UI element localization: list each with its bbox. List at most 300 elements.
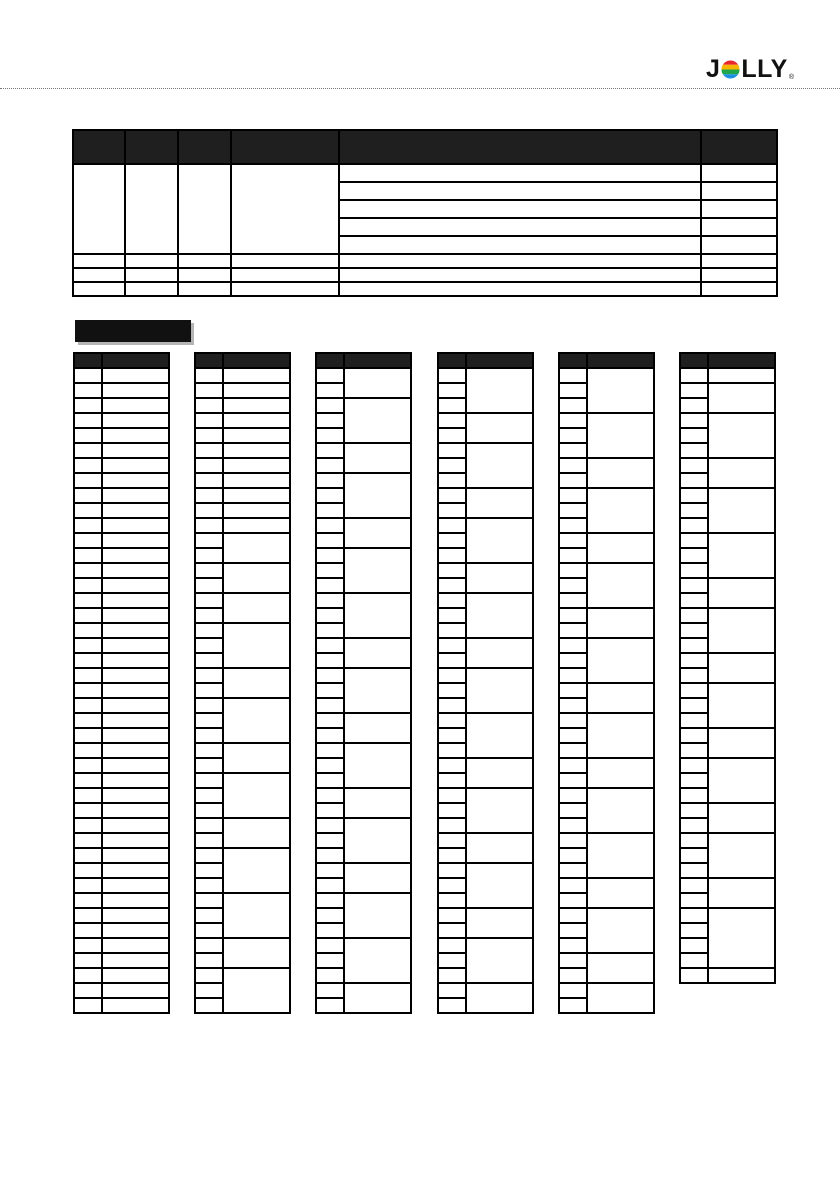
grid-row: [74, 533, 169, 548]
grid-cell-number: [316, 608, 344, 623]
grid-row: [438, 443, 533, 458]
grid-cell-number: [195, 533, 223, 548]
grid-cell-number: [316, 908, 344, 923]
grid-cell-number: [74, 668, 102, 683]
grid-cell-number: [316, 623, 344, 638]
grid-cell-number: [195, 668, 223, 683]
top-table-cell: [125, 282, 178, 296]
grid-cell-number: [74, 458, 102, 473]
grid-cell-number: [316, 473, 344, 488]
top-table-cell: [231, 164, 339, 254]
grid-cell-value: [708, 608, 775, 653]
grid-header-number: [316, 353, 344, 368]
grid-cell-value: [102, 503, 169, 518]
code-grid-5: [558, 352, 655, 1014]
grid-row: [559, 788, 654, 803]
grid-cell-number: [316, 578, 344, 593]
grid-cell-number: [74, 923, 102, 938]
grid-cell-number: [559, 413, 587, 428]
grid-cell-number: [559, 773, 587, 788]
grid-cell-number: [74, 608, 102, 623]
grid-cell-value: [102, 563, 169, 578]
grid-cell-value: [344, 638, 411, 668]
grid-row: [680, 908, 775, 923]
top-table-cell: [701, 182, 777, 200]
grid-row: [559, 908, 654, 923]
grid-cell-number: [195, 788, 223, 803]
grid-cell-number: [195, 773, 223, 788]
grid-row: [74, 818, 169, 833]
grid-cell-number: [195, 488, 223, 503]
grid-cell-value: [223, 743, 290, 773]
grid-cell-number: [559, 608, 587, 623]
grid-row: [195, 818, 290, 833]
grid-cell-number: [74, 848, 102, 863]
grid-cell-value: [102, 473, 169, 488]
grid-cell-number: [195, 683, 223, 698]
grid-cell-number: [438, 818, 466, 833]
grid-cell-value: [708, 803, 775, 833]
grid-cell-value: [102, 878, 169, 893]
grid-cell-value: [708, 368, 775, 383]
grid-cell-number: [438, 368, 466, 383]
grid-row: [559, 983, 654, 998]
grid-cell-number: [316, 488, 344, 503]
grid-cell-number: [74, 533, 102, 548]
grid-cell-number: [74, 788, 102, 803]
grid-row: [316, 893, 411, 908]
grid-cell-number: [195, 458, 223, 473]
grid-cell-number: [74, 488, 102, 503]
grid-cell-number: [74, 473, 102, 488]
grid-cell-number: [195, 398, 223, 413]
top-table-cell: [178, 254, 231, 268]
top-table-cell: [125, 268, 178, 282]
grid-cell-value: [587, 713, 654, 758]
grid-cell-value: [102, 713, 169, 728]
grid-cell-number: [559, 668, 587, 683]
top-table-cell: [701, 200, 777, 218]
grid-cell-number: [438, 578, 466, 593]
grid-cell-number: [316, 428, 344, 443]
grid-header-row: [74, 353, 169, 368]
grid-row: [316, 938, 411, 953]
top-table-cell: [73, 282, 125, 296]
grid-cell-number: [438, 443, 466, 458]
grid-cell-number: [195, 518, 223, 533]
grid-cell-value: [223, 968, 290, 1013]
grid-cell-value: [223, 458, 290, 473]
grid-cell-value: [223, 563, 290, 593]
grid-cell-value: [102, 518, 169, 533]
grid-cell-number: [680, 743, 708, 758]
grid-cell-number: [680, 503, 708, 518]
grid-cell-value: [102, 443, 169, 458]
grid-cell-value: [223, 593, 290, 623]
grid-cell-value: [587, 833, 654, 878]
grid-cell-number: [316, 893, 344, 908]
grid-header-value: [466, 353, 533, 368]
grid-cell-value: [344, 893, 411, 938]
grid-header-number: [195, 353, 223, 368]
grid-cell-number: [316, 593, 344, 608]
grid-cell-value: [102, 623, 169, 638]
jolly-logo: [706, 52, 794, 82]
grid-row: [438, 863, 533, 878]
grid-cell-number: [680, 758, 708, 773]
grid-row: [316, 548, 411, 563]
grid-cell-value: [466, 788, 533, 833]
grid-row: [680, 413, 775, 428]
grid-cell-number: [438, 743, 466, 758]
grid-cell-number: [74, 398, 102, 413]
grid-row: [195, 413, 290, 428]
grid-cell-number: [438, 968, 466, 983]
grid-row: [74, 518, 169, 533]
grid-cell-value: [708, 908, 775, 968]
code-grid-2: [194, 352, 291, 1014]
grid-cell-number: [559, 503, 587, 518]
grid-row: [195, 968, 290, 983]
grid-cell-number: [74, 563, 102, 578]
grid-cell-number: [316, 833, 344, 848]
top-table-cell: [701, 254, 777, 268]
grid-cell-number: [316, 788, 344, 803]
grid-cell-value: [344, 713, 411, 743]
grid-row: [559, 368, 654, 383]
top-table-cell: [701, 164, 777, 182]
grid-cell-number: [74, 623, 102, 638]
grid-cell-number: [316, 668, 344, 683]
grid-row: [316, 638, 411, 653]
grid-cell-number: [559, 878, 587, 893]
grid-cell-number: [74, 368, 102, 383]
grid-cell-number: [438, 698, 466, 713]
grid-cell-number: [316, 443, 344, 458]
grid-cell-number: [438, 998, 466, 1013]
grid-cell-number: [195, 893, 223, 908]
top-table-cell: [73, 164, 125, 254]
grid-header-row: [316, 353, 411, 368]
grid-cell-number: [316, 368, 344, 383]
grid-cell-value: [466, 908, 533, 938]
grid-header-value: [587, 353, 654, 368]
grid-cell-number: [195, 608, 223, 623]
grid-cell-number: [438, 383, 466, 398]
grid-row: [74, 743, 169, 758]
grid-row: [316, 518, 411, 533]
top-table-row: [73, 164, 777, 182]
grid-cell-value: [223, 383, 290, 398]
grid-cell-value: [587, 908, 654, 953]
top-table-cell: [701, 218, 777, 236]
grid-row: [195, 503, 290, 518]
grid-cell-number: [559, 998, 587, 1013]
grid-cell-number: [559, 863, 587, 878]
top-table-cell: [339, 236, 701, 254]
grid-row: [74, 953, 169, 968]
grid-cell-value: [102, 578, 169, 593]
grid-cell-value: [587, 533, 654, 563]
grid-cell-number: [559, 593, 587, 608]
grid-cell-number: [559, 938, 587, 953]
grid-row: [74, 443, 169, 458]
grid-cell-number: [74, 863, 102, 878]
grid-row: [316, 368, 411, 383]
grid-cell-value: [102, 428, 169, 443]
grid-cell-number: [438, 893, 466, 908]
grid-cell-value: [344, 983, 411, 1013]
grid-cell-number: [438, 773, 466, 788]
grid-header-value: [344, 353, 411, 368]
grid-cell-number: [74, 443, 102, 458]
grid-cell-number: [559, 398, 587, 413]
grid-cell-number: [195, 968, 223, 983]
grid-cell-number: [680, 923, 708, 938]
top-table-row: [73, 268, 777, 282]
grid-cell-number: [195, 383, 223, 398]
grid-row: [74, 398, 169, 413]
grid-row: [438, 713, 533, 728]
grid-cell-number: [559, 728, 587, 743]
grid-row: [680, 458, 775, 473]
grid-row: [559, 833, 654, 848]
grid-cell-number: [316, 563, 344, 578]
grid-row: [438, 938, 533, 953]
grid-cell-value: [102, 398, 169, 413]
grid-cell-number: [74, 908, 102, 923]
grid-cell-number: [195, 443, 223, 458]
grid-cell-number: [195, 548, 223, 563]
grid-row: [316, 443, 411, 458]
grid-header-row: [680, 353, 775, 368]
grid-row: [74, 473, 169, 488]
grid-cell-number: [438, 803, 466, 818]
grid-cell-value: [102, 533, 169, 548]
grid-cell-value: [708, 413, 775, 458]
grid-row: [195, 668, 290, 683]
grid-cell-value: [344, 548, 411, 593]
grid-row: [195, 368, 290, 383]
grid-cell-value: [223, 893, 290, 938]
grid-cell-value: [344, 518, 411, 548]
grid-cell-number: [680, 458, 708, 473]
grid-header-number: [74, 353, 102, 368]
grid-cell-value: [344, 788, 411, 818]
grid-row: [74, 863, 169, 878]
grid-row: [195, 383, 290, 398]
grid-row: [438, 518, 533, 533]
grid-row: [316, 713, 411, 728]
grid-cell-value: [223, 668, 290, 698]
top-table-cell: [339, 268, 701, 282]
grid-cell-value: [466, 443, 533, 488]
grid-cell-number: [438, 488, 466, 503]
grid-cell-value: [102, 413, 169, 428]
grid-cell-number: [195, 428, 223, 443]
grid-row: [195, 428, 290, 443]
grid-row: [195, 473, 290, 488]
grid-cell-number: [438, 473, 466, 488]
grid-cell-number: [438, 653, 466, 668]
grid-cell-number: [559, 758, 587, 773]
grid-cell-number: [680, 548, 708, 563]
grid-cell-number: [438, 713, 466, 728]
grid-cell-number: [74, 893, 102, 908]
grid-row: [559, 533, 654, 548]
grid-cell-number: [74, 713, 102, 728]
grid-cell-value: [466, 713, 533, 758]
grid-cell-value: [102, 968, 169, 983]
grid-cell-value: [466, 638, 533, 668]
grid-cell-value: [102, 608, 169, 623]
grid-cell-value: [466, 563, 533, 593]
grid-cell-number: [195, 653, 223, 668]
grid-cell-number: [438, 878, 466, 893]
grid-cell-number: [680, 593, 708, 608]
grid-cell-number: [680, 833, 708, 848]
section-title-tab: [75, 320, 191, 342]
grid-cell-number: [195, 638, 223, 653]
grid-cell-value: [102, 923, 169, 938]
grid-cell-value: [102, 368, 169, 383]
top-header-cell-5: [339, 130, 701, 164]
grid-cell-number: [680, 608, 708, 623]
grid-cell-number: [559, 893, 587, 908]
grid-cell-value: [708, 758, 775, 803]
grid-row: [74, 458, 169, 473]
grid-row: [680, 578, 775, 593]
grid-cell-number: [680, 623, 708, 638]
grid-row: [316, 788, 411, 803]
grid-cell-number: [559, 428, 587, 443]
grid-row: [316, 668, 411, 683]
grid-row: [74, 698, 169, 713]
grid-cell-value: [102, 383, 169, 398]
grid-header-row: [438, 353, 533, 368]
grid-cell-value: [102, 683, 169, 698]
grid-cell-number: [195, 923, 223, 938]
grid-header-value: [708, 353, 775, 368]
grid-cell-number: [316, 713, 344, 728]
grid-cell-value: [466, 758, 533, 788]
top-table-row: [73, 282, 777, 296]
grid-cell-number: [316, 518, 344, 533]
grid-cell-number: [74, 383, 102, 398]
code-grid-1: [73, 352, 170, 1014]
grid-row: [74, 578, 169, 593]
grid-cell-number: [438, 638, 466, 653]
grid-cell-value: [102, 908, 169, 923]
grid-cell-value: [708, 683, 775, 728]
grid-row: [195, 848, 290, 863]
grid-cell-number: [316, 503, 344, 518]
grid-cell-number: [559, 653, 587, 668]
grid-cell-number: [559, 713, 587, 728]
grid-row: [74, 368, 169, 383]
grid-row: [195, 443, 290, 458]
top-header-cell-3: [178, 130, 231, 164]
grid-cell-value: [223, 443, 290, 458]
grid-cell-number: [316, 758, 344, 773]
grid-cell-number: [680, 803, 708, 818]
grid-cell-number: [438, 548, 466, 563]
grid-cell-value: [102, 953, 169, 968]
grid-row: [680, 878, 775, 893]
grid-row: [316, 473, 411, 488]
top-table-cell: [701, 282, 777, 296]
grid-row: [559, 638, 654, 653]
grid-cell-number: [195, 578, 223, 593]
grid-cell-number: [195, 878, 223, 893]
grid-cell-number: [559, 518, 587, 533]
rainbow-o-icon: [721, 60, 740, 79]
grid-cell-number: [438, 398, 466, 413]
grid-cell-number: [559, 368, 587, 383]
top-table-cell: [701, 268, 777, 282]
top-table-cell: [701, 236, 777, 254]
grid-cell-value: [708, 578, 775, 608]
grid-header-row: [195, 353, 290, 368]
grid-cell-number: [316, 953, 344, 968]
grid-cell-value: [223, 818, 290, 848]
grid-cell-value: [223, 428, 290, 443]
grid-cell-value: [344, 668, 411, 713]
logo-letters-lly: LLY: [741, 55, 788, 83]
grid-cell-number: [438, 563, 466, 578]
grid-cell-value: [466, 833, 533, 863]
grid-cell-number: [680, 908, 708, 923]
top-table-cell: [339, 282, 701, 296]
grid-row: [559, 683, 654, 698]
grid-cell-number: [438, 788, 466, 803]
grid-row: [438, 788, 533, 803]
grid-cell-value: [344, 743, 411, 788]
grid-cell-value: [466, 863, 533, 908]
grid-cell-value: [466, 488, 533, 518]
grid-cell-number: [438, 503, 466, 518]
grid-row: [559, 458, 654, 473]
grid-cell-number: [316, 743, 344, 758]
grid-row: [74, 713, 169, 728]
grid-cell-number: [438, 728, 466, 743]
grid-cell-number: [195, 743, 223, 758]
grid-row: [195, 563, 290, 578]
grid-row: [438, 908, 533, 923]
grid-cell-number: [74, 698, 102, 713]
grid-row: [680, 383, 775, 398]
grid-cell-number: [438, 863, 466, 878]
grid-cell-value: [102, 863, 169, 878]
grid-row: [74, 923, 169, 938]
grid-cell-number: [74, 503, 102, 518]
grid-cell-number: [559, 953, 587, 968]
grid-cell-value: [344, 938, 411, 983]
grid-cell-number: [195, 413, 223, 428]
grid-cell-number: [195, 713, 223, 728]
grid-cell-value: [708, 728, 775, 758]
grid-cell-value: [587, 563, 654, 608]
grid-cell-value: [708, 383, 775, 413]
grid-cell-value: [587, 638, 654, 683]
grid-cell-value: [344, 368, 411, 398]
grid-cell-number: [438, 848, 466, 863]
grid-row: [559, 563, 654, 578]
grid-cell-number: [316, 653, 344, 668]
grid-cell-number: [316, 533, 344, 548]
grid-cell-number: [680, 653, 708, 668]
grid-cell-value: [102, 893, 169, 908]
